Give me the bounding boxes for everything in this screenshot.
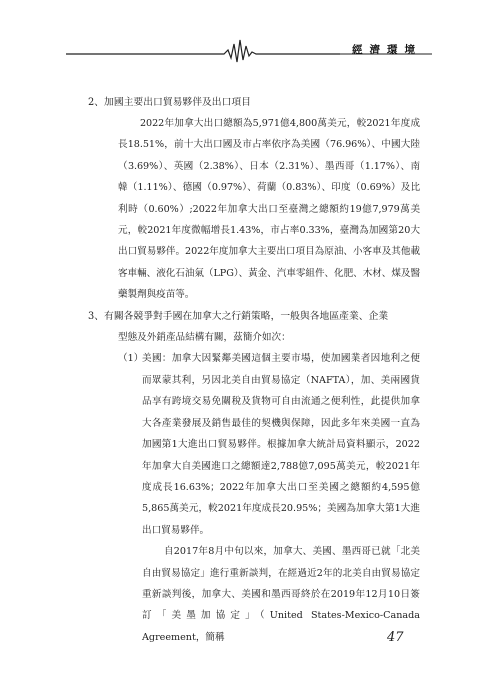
subsection-1-label: （1）: [118, 353, 144, 365]
section-2-heading: 2、加國主要出口貿易夥伴及出口項目: [88, 97, 251, 108]
section-3-heading-cont: 型態及外銷產品結構有關，茲簡介如次：: [118, 332, 291, 344]
main-content: [88, 92, 420, 648]
subsection-1-text: 美國：加拿大因緊鄰美國這個主要市場，使加國業者因地利之便而眾蒙其利，另因北美自由貿易協定（NAFTA），加、美兩國貨品享有跨境交易免關稅及貨物可自由流通之便利性，此提供加拿大各產業發展及銷售最佳的契機與保障，因此多年來美國一直為加國第1大進出口貿易夥伴。根據加拿大統計局資料顯示，2022年加拿大自美國進口之總額達2,788億7,095萬美元，較2021年度成長16.63%；2022年加拿大出口至美國之總額約4,595億5,865萬美元，較2021年度成長20.95%；美國為加拿大第1大進出口貿易夥伴。: [142, 353, 420, 536]
subsection-1-followup: 自2017年8月中旬以來，加拿大、美國、墨西哥已就「北美自由貿易協定」進行重新談判，在經過近2年的北美自由貿易協定重新談判後，加拿大、美國和墨西哥終於在2019年12月10日簽訂「美墨加協定」（United States-Mexico-Canada Agreement，簡稱: [142, 546, 420, 643]
section-3-heading: 3、有關各競爭對手國在加拿大之行銷策略，一般與各地區產業、企業: [88, 310, 389, 322]
header-pulse-line: [0, 0, 480, 70]
section-2-paragraph: 2022年加拿大出口總額為5,971億4,800萬美元，較2021年度成長18.51%，前十大出口國及市占率依序為美國（76.96%）、中國大陸（3.69%）、英國（2.38%）、日本（2.31%）、墨西哥（1.17%）、南韓（1.11%）、德國（0.97%）、荷蘭（0.83%）、印度（0.69%）及比利時（0.60%）;2022年加拿大出口至臺灣之總額約19億7,979萬美元，較2021年度微幅增長1.43%，市占率0.33%，臺灣為加國第20大出口貿易夥伴。2022年度加拿大主要出口項目為原油、小客車及其他載客車輛、液化石油氣（LPG）、黃金、汽車零組件、化肥、木材、煤及醫藥製劑與疫苗等。: [118, 118, 420, 301]
subsection-1: [88, 348, 420, 541]
page-number: 47: [387, 630, 404, 645]
header-title: 經濟環境: [352, 44, 422, 56]
